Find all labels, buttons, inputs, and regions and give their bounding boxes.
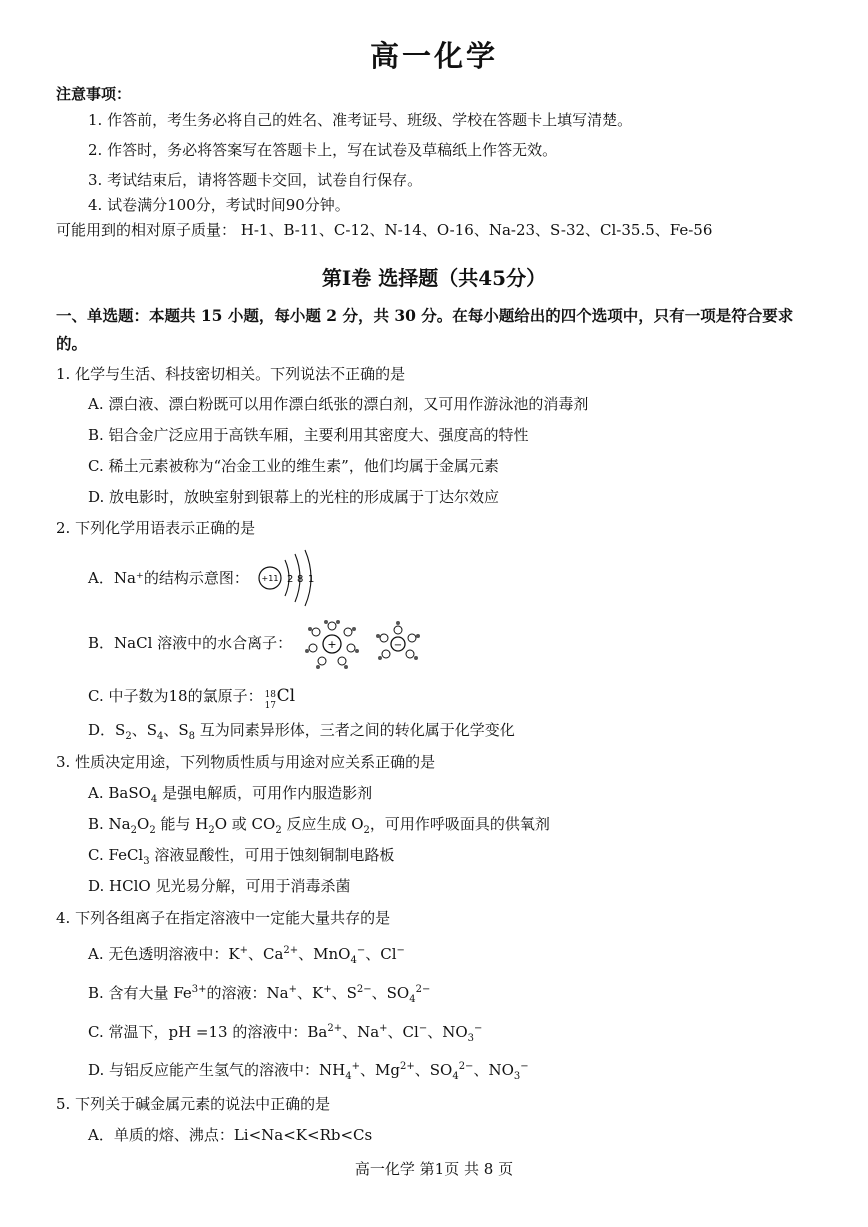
question-2-stem: 2. 下列化学用语表示正确的是 xyxy=(56,519,256,537)
note-item: 2. 作答时，务必将答案写在答题卡上，写在试卷及草稿纸上作答无效。 xyxy=(88,141,558,159)
na-ion-structure-diagram xyxy=(255,548,325,608)
question-5-stem: 5. 下列关于碱金属元素的说法中正确的是 xyxy=(56,1095,331,1113)
note-item: 1. 作答前，考生务必将自己的姓名、准考证号、班级、学校在答题卡上填写清楚。 xyxy=(88,111,633,129)
nucleus-charge: +11 xyxy=(261,574,279,583)
question-3-option-d: D. HClO 见光易分解，可用于消毒杀菌 xyxy=(88,877,351,895)
question-4-option-b: B. 含有大量 $Fe^{3+}$的溶液：Na+、K+、$S^{2-}$、$SO_4^{2-}$ xyxy=(88,984,431,1005)
section-heading: 一、单选题：本题共 15 小题，每小题 2 分，共 30 分。在每小题给出的四个选项中，只有一项是符合要求 xyxy=(56,306,794,325)
question-1-option-d: D. 放电影时，放映室射到银幕上的光柱的形成属于丁达尔效应 xyxy=(88,488,500,506)
question-1-option-b: B. 铝合金广泛应用于高铁车厢，主要利用其密度大、强度高的特性 xyxy=(88,426,529,444)
part-title: 第I卷 选择题（共45分） xyxy=(321,266,547,290)
question-5-option-a: A．单质的熔、沸点：Li<Na<K<Rb<Cs xyxy=(88,1126,373,1144)
question-4-option-d: D. 与铝反应能产生氢气的溶液中：$NH_4^+$、$Mg^{2+}$、$SO_4^{2-}$、$NO_3^-$ xyxy=(88,1061,529,1082)
hydrated-ions-diagram xyxy=(304,616,424,672)
cation-sign: + xyxy=(327,638,337,651)
question-3-stem: 3. 性质决定用途，下列物质性质与用途对应关系正确的是 xyxy=(56,753,436,771)
question-2-option-d: D．$S_2$、$S_4$、$S_8$ 互为同素异形体，三者之间的转化属于化学变化 xyxy=(88,721,515,742)
question-2-option-c: C. 中子数为18的氯原子： 18 17 Cl xyxy=(88,686,296,711)
question-3-option-b: B. $Na_2O_2$ 能与 $H_2O$ 或 $CO_2$ 反应生成 $O_2$，可用作呼吸面具的供氧剂 xyxy=(88,815,550,836)
question-4-option-a: A. 无色透明溶液中：K+、$Ca^{2+}$、MnO$_4$−、Cl− xyxy=(88,945,405,966)
question-4-stem: 4. 下列各组离子在指定溶液中一定能大量共存的是 xyxy=(56,909,391,927)
question-1-option-c: C. 稀土元素被称为“冶金工业的维生素”，他们均属于金属元素 xyxy=(88,457,499,475)
isotope-notation: 18 17 xyxy=(264,690,277,711)
question-1-stem: 1. 化学与生活、科技密切相关。下列说法不正确的是 xyxy=(56,365,406,383)
atomic-mass-line: 可能用到的相对原子质量： H-1、B-11、C-12、N-14、O-16、Na-23、S-32、Cl-35.5、Fe-56 xyxy=(56,221,713,239)
shell-electron-count: 2 xyxy=(287,574,294,585)
note-item: 3. 考试结束后，请将答题卡交回，试卷自行保存。 xyxy=(88,171,423,189)
section-heading-cont: 的。 xyxy=(56,334,88,353)
shell-electron-count: 1 xyxy=(308,574,315,585)
hydrated-anion xyxy=(376,621,420,660)
exam-title: 高一化学 xyxy=(369,39,498,73)
notes-heading: 注意事项： xyxy=(56,85,132,103)
question-2-option-b: B．NaCl 溶液中的水合离子： xyxy=(88,634,293,652)
hydrated-cation xyxy=(305,620,359,669)
shell-electron-count: 8 xyxy=(297,574,304,585)
question-3-option-c: C. FeCl$_3$ 溶液显酸性，可用于蚀刻铜制电路板 xyxy=(88,846,395,867)
question-2-option-a: A．Na⁺的结构示意图： xyxy=(88,569,249,587)
note-item: 4. 试卷满分100分，考试时间90分钟。 xyxy=(88,196,350,214)
question-1-option-a: A. 漂白液、漂白粉既可以用作漂白纸张的漂白剂，又可用作游泳池的消毒剂 xyxy=(88,395,589,413)
page-footer: 高一化学 第1页 共 8 页 xyxy=(354,1160,514,1178)
question-4-option-c: C. 常温下，pH =13 的溶液中：$Ba^{2+}$、Na+、Cl−、$NO_3^-$ xyxy=(88,1023,483,1044)
question-3-option-a: A. BaSO$_4$ 是强电解质，可用作内服造影剂 xyxy=(88,784,373,805)
anion-sign: − xyxy=(393,640,403,651)
